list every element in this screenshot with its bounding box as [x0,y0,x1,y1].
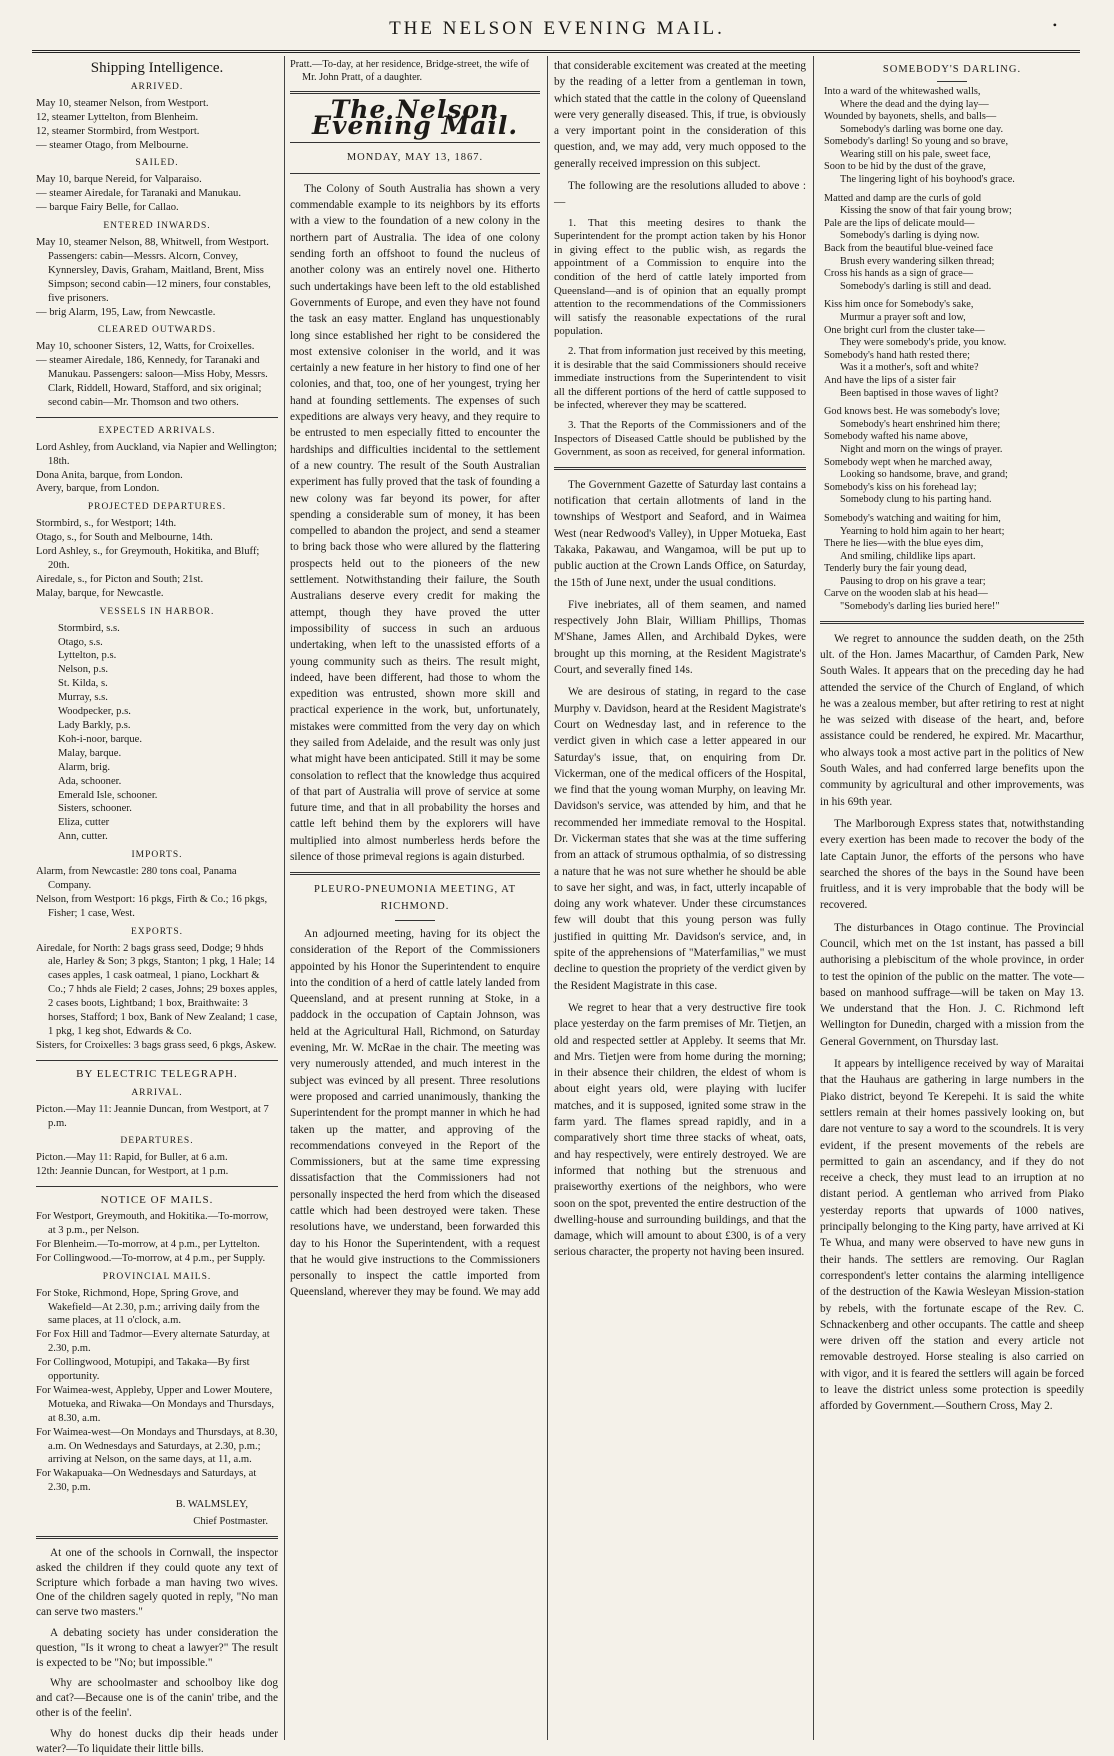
list-item: — steamer Otago, from Melbourne. [36,139,189,151]
column-rule [547,56,548,1740]
cleared-heading: CLEARED OUTWARDS. [97,325,217,336]
paragraph: At one of the schools in Cornwall, the inspector asked the children if they could quote any text of Scripture which forbade a man having two wives. One of the children sagely quoted in reply, "No man can serve two masters." [36,1547,278,1619]
list-item: Murray, s.s. [58,692,108,704]
list-item: For Waimea-west—On Mondays and Thursdays, at 8.30, a.m. On Wednesdays and Saturdays, at 2.30, p.m.; arriving at Nelson, on the same days, at 11, a.m. [36,1426,278,1466]
poem-line: Somebody's kiss on his forehead lay; [824,481,977,493]
short-divider [937,81,967,82]
paragraph: We regret to announce the sudden death, on the 25th ult. of the Hon. James Macarthur, of Camden Park, New South Wales. It appears that on the preceding day he had attended the service of the Church of England, of which he was a zealous member, but after retiring to rest at night he was seized with disease of the heart, and, before assistance could be rendered, he expired. Mr. Macarthur, who always took a most active part in the politics of New South Wales, and had conferred large benefits upon the community by agricultural and other improvements, was in his 69th year. [820,632,1084,808]
poem-line: Kissing the snow of that fair young brow; [840,205,1012,217]
divider [290,91,540,94]
list-item: Otago, s., for South and Melbourne, 14th. [36,532,213,544]
poem-stanza [824,513,1084,614]
poem-line: There he lies—with the blue eyes dim, [824,538,984,550]
expected-heading: EXPECTED ARRIVALS. [98,425,216,436]
imports-heading: IMPORTS. [131,850,183,861]
poem-stanza [824,86,1084,187]
poem-stanza [824,406,1084,507]
poem-line: Wounded by bayonets, shells, and balls— [824,111,997,123]
paragraph: An adjourned meeting, having for its object the consideration of the Report of the Commissioners appointed by his Honor the Superintendent to enquire into the condition of a herd of cattle lately landed from Queensland, and at present running at Stoke, in a paddock in the occupation of Captain Johnson, was held at the Agricultural Hall, Richmond, on Saturday evening, Mr. W. McRae in the chair. The meeting was very numerously attended, and much interest in the subject was evinced by all present. Three resolutions were proposed and carried unanimously, thanking the Superintendent for the prompt manner in which he had taken up the matter, and approving of the recommendations conveyed in the Report of the Commissioners, but at the same time expressing dissatisfaction that the Commissioners had not personally inspected the herd from which the diseased cattle which had been destroyed were taken. These resolutions have, we understand, been forwarded this day to his Honor the Superintendent, with a request that he would give instructions to the Commissioners personally to inspect the cattle imported from Queensland, wherever they may be found. We may add [290,927,540,1299]
list-item: Airedale, for North: 2 bags grass seed, Dodge; 9 hhds ale, Harley & Son; 3 pkgs, Stanton; 1 pkg, 1 Hale; 14 cases apples, 1 cask oatmeal, 1 piano, Lockhart & Co.; 7 hhds ale Field; 2 cases, Johns; 29 boxes apples, 2 cases boots, Lightband; 1 box, Braithwaite: 3 horses, Stafford; 1 box, Bank of New Zealand; 1 case, 1 pkg, 1 keg shot, Edwards & Co. [36,942,278,1037]
paragraph: The disturbances in Otago continue. The Provincial Council, which met on the 1st instant, has passed a bill authorising a plebiscitum of the whole province, in order to test the opinion of the public on the matter. The vote—based on manhood suffrage—will be taken on May 13. We understand that the Hon. J. C. Richmond left Wellington for Dunedin, charged with a mission from the General Government, on Thursday last. [820,921,1084,1048]
divider [554,467,806,470]
news-items [554,477,806,1261]
list-item: May 10, barque Nereid, for Valparaiso. [36,174,202,186]
list-item: Alarm, brig. [58,761,111,773]
list-item: Malay, barque. [58,747,122,759]
harbor-heading: VESSELS IN HARBOR. [99,606,215,617]
list-item: Otago, s.s. [58,636,103,648]
masthead [40,18,1074,40]
list-item: 12, steamer Lyttelton, from Blenheim. [36,111,199,123]
poem-title: SOMEBODY'S DARLING. [882,64,1022,75]
paragraph: The Government Gazette of Saturday last contains a notification that certain allotments of land in the townships of Westport and Seaford, and in Waimea West (near Redwood's Valley), in Upper Motueka, East Takaka, Pakawau, and Wangamoa, will be put up to public auction at the Crown Lands Office, on Saturday, the 15th of June next, under the usual conditions. [554,478,806,589]
poem-line: Somebody's darling was borne one day. [840,123,1004,135]
poem-line: Cross his hands as a sign of grace— [824,268,973,280]
paragraph: It appears by intelligence received by way of Maraitai that the Hauhaus are gathering in large numbers in the Piako district, beyond Te Kerepehi. It is said the white settlers remain at their homes passively looking on, but dare not venture to say a word to the scoundrels. It is very evident, if the present movements of the rebels are permitted to gain an ascendancy, and if they do not receive a check, they must lead to an irruption at no distant period. A gentleman who arrived from Piako yesterday reports that upwards of 1000 natives, principally belonging to the King party, have arrived at Ki Te Whua, and many were observed to have new guns in their hands. The settlers are removing. Our Raglan correspondent's letter contains the alarming intelligence of the destruction of the Kawia Wesleyan Mission-station by rebels, with the fortunate escape of the Rev. C. Schnackenberg and other occupants. The cattle and sheep were driven off the station and every article not removable destroyed. Horse stealing is also carried on with vigor, and it is feared the settlers will again be forced to leave the district unless some protection is speedily afforded by Government.—Southern Cross, May 2. [820,1058,1084,1413]
list-item: Avery, barque, from London. [36,483,160,495]
poem-line: Night and morn on the wings of prayer. [840,443,1003,455]
poem-line: Into a ward of the whitewashed walls, [824,85,981,97]
poem-line: Pausing to drop on his grave a tear; [840,575,986,587]
cleared-list [36,340,278,410]
list-item: 1. That this meeting desires to thank the Superintendent for the prompt action taken by his Honor in giving effect to the public wish, as regards the appointment of a Commission to enquire into the condition of the herd of cattle lately imported from Queensland—and is of opinion that an equally prompt attention to the recommendations of the Commissioners will satisfy the reasonable expectations of the rural population. [554,216,806,338]
list-item: Woodpecker, p.s. [58,706,131,718]
list-item: Eliza, cutter [58,817,110,829]
list-item: — barque Fairy Belle, for Callao. [36,202,179,214]
poem-line: Yearning to hold him again to her heart; [840,525,1005,537]
list-item: Sisters, for Croixelles: 3 bags grass seed, 6 pkgs, Askew. [36,1039,277,1051]
projected-list [36,517,278,600]
column-rule [284,56,285,1740]
masthead-mark: • [1052,18,1060,32]
list-item: Ann, cutter. [58,831,108,843]
poem-line: They were somebody's pride, you know. [840,337,1007,349]
shipping-heading: Shipping Intelligence. [90,60,224,76]
resolutions-intro: The following are the resolutions alluded to above :— [554,180,806,209]
list-item: Picton.—May 11: Rapid, for Buller, at 6 a.m. [36,1152,228,1164]
paragraph: We regret to hear that a very destructive fire took place yesterday on the farm premises of Mr. Tietjen, an old and respected settler at Appleby. It seems that Mr. and Mrs. Tietjen were from home during the morning; in their absence their children, the eldest of whom is about eight years old, were playing with lucifer matches, and it is supposed, ignited some straw in the farm yard. The flames spread rapidly, and in a comparatively short time three stacks of wheat, oats, and hay respectively, were entirely destroyed. We are informed that nothing but the strenuous and praiseworthy exertions of the neighbors, who were soon on the spot, prevented the entire destruction of the dwelling-house and surrounding buildings, and that the damage, which will amount to about £300, is of a very serious character, the property not having been insured. [554,1001,806,1259]
poem-line: Carve on the wooden slab at his head— [824,588,988,600]
poem-line: Been baptised in those waves of light? [840,387,999,399]
list-item: St. Kilda, s. [58,678,108,690]
poem-line: The lingering light of his boyhood's grace. [840,174,1015,186]
arrived-heading: ARRIVED. [130,81,184,92]
poem-line: Somebody's heart enshrined him there; [840,418,1001,430]
misc-paragraphs [36,1546,278,1756]
tel-depart-heading: DEPARTURES. [120,1136,194,1147]
divider [290,173,540,174]
poem-line: "Somebody's darling lies buried here!" [840,601,1000,613]
list-item: Nelson, from Westport: 16 pkgs, Firth & Co.; 16 pkgs, Fisher; 1 case, West. [36,893,268,919]
list-item: May 10, schooner Sisters, 12, Watts, for Croixelles. [36,341,255,353]
editorial [290,181,540,865]
divider [36,1186,278,1187]
mails-heading: NOTICE OF MAILS. [100,1194,214,1207]
masthead-title: THE NELSON EVENING MAIL. [389,18,725,39]
poem-line: Was it a mother's, soft and white? [840,362,979,374]
signer: B. WALMSLEY, [175,1499,248,1511]
column-2 [290,58,540,1738]
tel-arrival-heading: ARRIVAL. [131,1087,183,1098]
expected-list [36,441,278,497]
column-1 [36,58,278,1755]
poem-line: Somebody's darling is still and dead. [840,280,992,292]
poem-line: Kiss him once for Somebody's sake, [824,299,974,311]
paragraph: A debating society has under consideration the question, "Is it wrong to cheat a lawyer?" The result is expected to be "No; but impossible." [36,1626,278,1669]
signer-title: Chief Postmaster. [193,1516,268,1528]
poem-line: Somebody wept when he marched away, [824,456,993,468]
exports-heading: EXPORTS. [130,926,184,937]
list-item: Lord Ashley, s., for Greymouth, Hokitika, and Bluff; 20th. [36,546,260,571]
imports-list [36,865,278,921]
divider [36,1536,278,1539]
divider [290,142,540,143]
list-item: Alarm, from Newcastle: 280 tons coal, Panama Company. [36,866,237,891]
poem-line: Tenderly bury the fair young dead, [824,563,967,575]
nameplate: The Nelson Evening Mail. [311,95,519,141]
list-item: 3. That the Reports of the Commissioners and of the Inspectors of Diseased Cattle should be published by the Government, as soon as received, for general information. [554,418,806,459]
telegraph-heading: BY ELECTRIC TELEGRAPH. [76,1067,238,1080]
list-item: Emerald Isle, schooner. [58,789,158,801]
paragraph: The Marlborough Express states that, notwithstanding every exertion has been made to recover the body of the late Captain Junor, the efforts of the persons who have searched the shores of the bays in the Sound have been fruitless, and it is very improbable that the body will be recovered. [820,817,1084,912]
poem-line: Brush every wandering silken thread; [840,255,995,267]
paragraph: Five inebriates, all of them seamen, and named respectively John Blair, William Phillips, Thomas M'Shane, James Allen, and Archibald Dykes, were brought up this morning, at the Resident Magistrate's Court, and severally fined 14s. [554,598,806,677]
list-item: May 10, steamer Nelson, from Westport. [36,97,209,109]
list-item: For Wakapuaka—On Wednesdays and Saturdays, at 2.30, p.m. [36,1468,257,1494]
poem-line: Matted and damp are the curls of gold [824,192,981,204]
list-item: Sisters, schooner. [58,803,132,815]
list-item: — brig Alarm, 195, Law, from Newcastle. [36,306,216,318]
column-4 [820,58,1084,1738]
list-item: May 10, steamer Nelson, 88, Whitwell, from Westport. Passengers: cabin—Messrs. Alcorn, Convey, Kynnersley, Davis, Graham, Maitland, Brent, Miss Simpson; second cabin—12 miners, four constables, five prisoners. [36,236,271,304]
entered-heading: ENTERED INWARDS. [103,221,211,232]
short-divider [395,920,435,921]
divider [820,621,1084,624]
poem-line: Somebody's hand hath rested there; [824,349,970,361]
poem-line: Somebody wafted his name above, [824,431,968,443]
list-item: Stormbird, s., for Westport; 14th. [36,518,177,530]
list-item: For Collingwood.—To-morrow, at 4 p.m., per Supply. [36,1252,266,1264]
list-item: For Blenheim.—To-morrow, at 4 p.m., per Lyttelton. [36,1238,260,1250]
list-item: For Waimea-west, Appleby, Upper and Lower Moutere, Motueka, and Riwaka—On Mondays and Thursdays, at 8.30, a.m. [36,1384,275,1424]
top-rule [32,50,1080,53]
tel-depart-list [36,1151,278,1179]
list-item: Lady Barkly, p.s. [58,719,131,731]
poem-line: And have the lips of a sister fair [824,374,956,386]
list-item: For Collingwood, Motupipi, and Takaka—By first opportunity. [36,1357,250,1383]
meeting-report [290,926,540,1301]
poem-stanza [824,193,1084,294]
list-item: Ada, schooner. [58,775,122,787]
poem-stanza [824,299,1084,400]
list-item: Nelson, p.s. [58,664,109,676]
poem-line: Looking so handsome, brave, and grand; [840,469,1008,481]
list-item: Koh-i-noor, barque. [58,733,143,745]
poem-line: Somebody's darling! So young and so brave, [824,136,1009,148]
mails-list [36,1210,278,1266]
list-item: 2. That from information just received by this meeting, it is desirable that the said Commissioners should receive immediate instructions from the Superintendent to visit all the different portions of the herd of cattle supposed to be infected, wherever they may be scattered. [554,345,806,412]
list-item: Malay, barque, for Newcastle. [36,587,164,599]
harbor-list [36,622,278,845]
arrived-list [36,97,278,153]
meeting-continued: that considerable excitement was created at the meeting by the reading of a letter from a gentleman in town, which stated that the cattle in the colony of Queensland were very generally diseased. This, if true, is obviously a very important point in the consideration of this question, and, we may add, very much opposed to the generally received impression on this subject. [554,60,806,170]
projected-heading: PROJECTED DEPARTURES. [87,502,227,513]
list-item: Stormbird, s.s. [58,622,120,634]
paragraph: Why do honest ducks dip their heads under water?—To liquidate their little bills. [36,1727,278,1755]
prov-mails-heading: PROVINCIAL MAILS. [102,1271,212,1282]
news-items [820,631,1084,1415]
list-item: Dona Anita, barque, from London. [36,469,183,481]
birth-notice: Pratt.—To-day, at her residence, Bridge-street, the wife of Mr. John Pratt, of a daughter. [290,59,530,83]
list-item: For Stoke, Richmond, Hope, Spring Grove, and Wakefield—At 2.30, p.m.; arriving daily from the same places, at 11 o'clock, a.m. [36,1287,260,1327]
sailed-heading: SAILED. [135,158,179,169]
issue-date: MONDAY, MAY 13, 1867. [346,151,484,163]
exports-list [36,942,278,1053]
poem-line: Somebody's darling is dying now. [840,230,980,242]
list-item: Lord Ashley, from Auckland, via Napier and Wellington; 18th. [36,441,277,467]
entered-list [36,236,278,319]
list-item: 12th: Jeannie Duncan, for Westport, at 1 p.m. [36,1166,229,1178]
poem-line: Murmur a prayer soft and low, [840,312,966,323]
poem-line: Soon to be hid by the dust of the grave, [824,161,986,173]
list-item: — steamer Airedale, for Taranaki and Manukau. [36,188,241,200]
meeting-heading: PLEURO-PNEUMONIA MEETING, AT RICHMOND. [313,884,517,912]
poem [820,86,1084,614]
list-item: For Fox Hill and Tadmor—Every alternate Saturday, at 2.30, p.m. [36,1329,270,1355]
list-item: Lyttelton, p.s. [58,650,117,662]
poem-line: Somebody's watching and waiting for him, [824,512,1001,524]
tel-arrival: Picton.—May 11: Jeannie Duncan, from Westport, at 7 p.m. [36,1103,269,1129]
poem-line: Where the dead and the dying lay— [840,98,989,110]
sailed-list [36,173,278,215]
poem-line: One bright curl from the cluster take— [824,324,985,336]
divider [36,1060,278,1061]
list-item: 12, steamer Stormbird, from Westport. [36,125,200,137]
column-3 [554,58,806,1738]
prov-mails-list [36,1287,278,1496]
poem-line: And smiling, childlike lips apart. [840,550,976,562]
list-item: Airedale, s., for Picton and South; 21st. [36,573,204,585]
poem-line: Wearing still on his pale, sweet face, [840,148,991,160]
poem-line: Back from the beautiful blue-veined face [824,243,993,255]
list-item: For Westport, Greymouth, and Hokitika.—To-morrow, at 3 p.m., per Nelson. [36,1211,269,1236]
paragraph: Why are schoolmaster and schoolboy like dog and cat?—Because one is of the canin' tribe, and the other is of the feelin'. [36,1677,278,1719]
list-item: — steamer Airedale, 186, Kennedy, for Taranaki and Manukau. Passengers: saloon—Miss Hoby, Messrs. Clark, Riddell, Howard, Stafford, and six original; second cabin—Mr. Thomson and two others. [36,355,268,408]
paragraph: We are desirous of stating, in regard to the case Murphy v. Davidson, heard at the Resident Magistrate's Court on Wednesday last, and in reference to the verdict given in which case a letter appeared in our Saturday's issue, that, on enquiring from Dr. Vickerman, one of the medical officers of the Hospital, we find that the young woman Murphy, on leaving Mr. Davidson's service, was attended by him, and that he recommended her immediate removal to the Hospital. Dr. Vickerman states that she was at the time suffering from an attack of strumous opthalmia, of so distressing a nature that he was not sure whether he should be able to save her sight, and was, in fact, utterly incapable of doing any work whatever. Under these circumstances few will doubt that this young person was fully justified in quitting Mr. Davidson's service, and, in spite of the apprehensions of "Materfamilias," we must decline to question the propriety of the verdict given by the Resident Magistrate in this case. [554,686,806,992]
poem-line: Somebody clung to his parting hand. [840,494,992,506]
poem-line: Pale are the lips of delicate mould— [824,217,975,229]
resolutions-list [554,217,806,460]
divider [36,417,278,418]
column-rule [813,56,814,1740]
paragraph: The Colony of South Australia has shown a very commendable example to its neighbors by its efforts with a view to the foundation of a new colony in the northern part of Australia. The idea of one colony sending forth an offshoot to found the nucleus of another colony was an entirely novel one. Hitherto such undertakings have been left to the old established Governments of Europe, and even they have not found the task an easy matter. England has unquestionably long since established her right to be considered the most extensive coloniser in the world, and it was certainly a new feature in her history to find one of her colonies, and that, too, one of her youngest, trying her hand at founding settlements. The expenses of such expeditions are always very heavy, and they require to be entrusted to men especially fitted to encounter the hardships and difficulties incidental to the settlement of a new country. The result of the South Australian experiment has fully proved that the task of founding a new colony was far beyond its power, for after spending a considerable sum of money, it has been compelled to abandon the project, and send a steamer to bring back those who were allured by the flattering prospects held out to the pioneers of the new settlement. Notwithstanding their failure, the South Australians deserve every credit for making the attempt, though they have proved the utter impossibility of success in such an arduous undertaking, when left to the unassisted efforts of a young community such as theirs. The result might, indeed, have been different, had those to whom the expedition was entrusted, shown more skill and practical experience in the work, but, unfortunately, mistakes were committed from the very day on which they sailed from Adelaide, and the result was only just what might have been anticipated. Still it may be some consolation to reflect that the knowledge thus acquired of that part of Australia will prove of service at some future time, and that in all probability the horses and cattle left behind them by the explorers will have multiplied into almost numberless herds before the silence of those primeval regions is again disturbed. [290,182,540,864]
poem-line: God knows best. He was somebody's love; [824,406,1001,418]
divider [290,872,540,875]
